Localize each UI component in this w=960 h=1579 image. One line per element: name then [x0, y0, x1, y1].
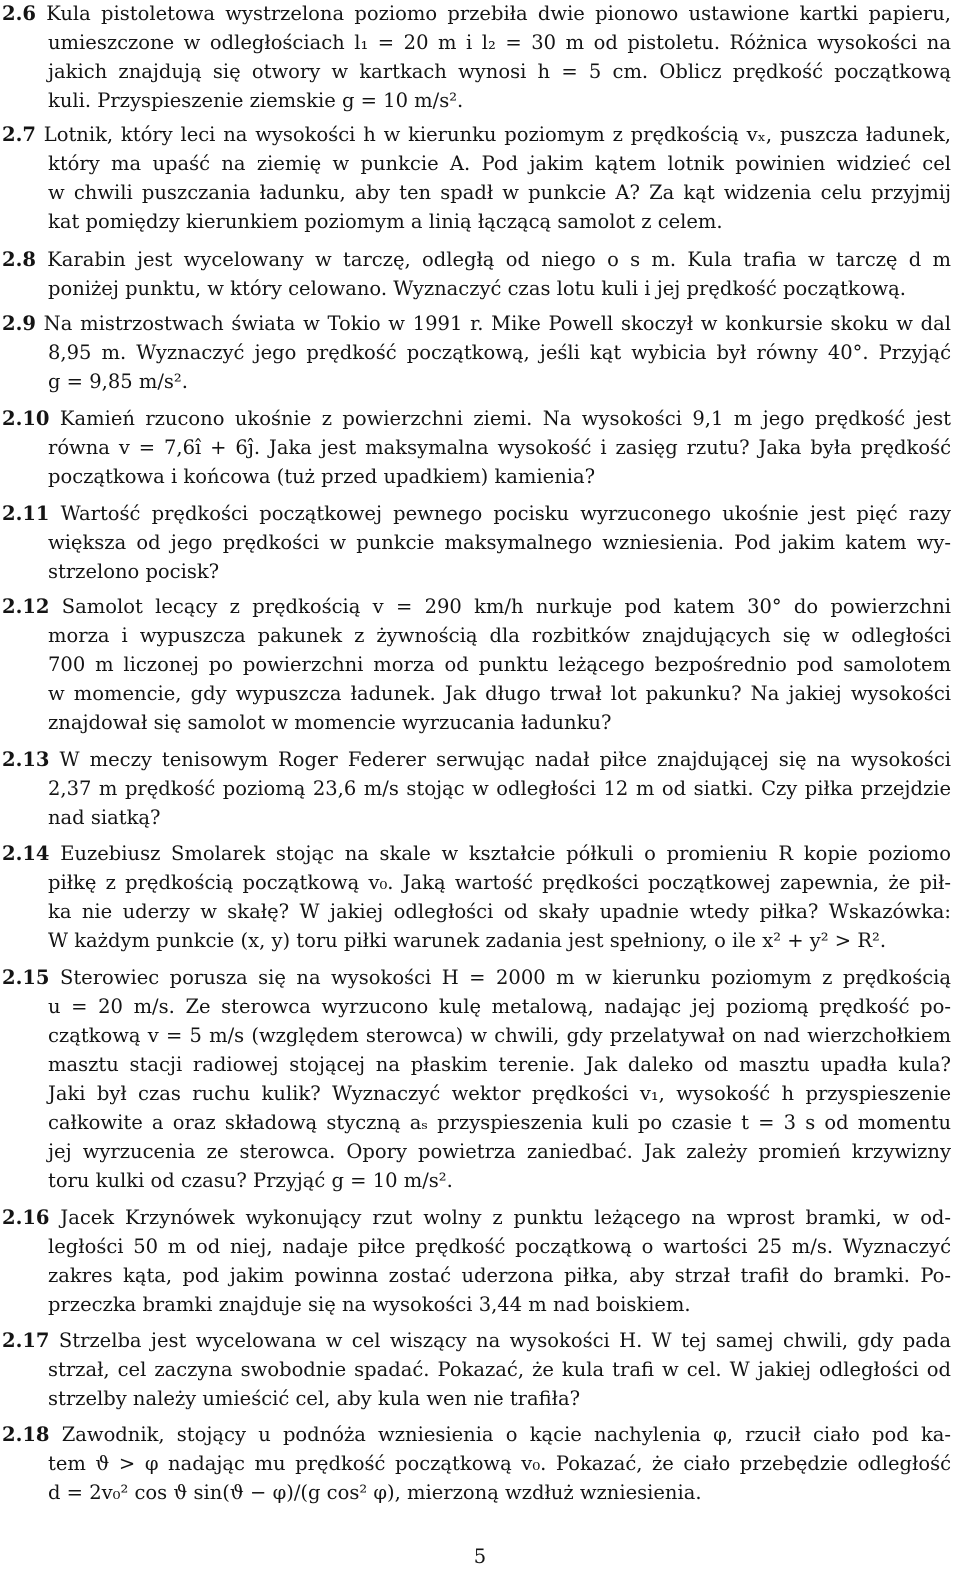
problem-line: toru kulki od czasu? Przyjąć g = 10 m/s². [48, 1169, 453, 1192]
problem-line: równa v = 7,6î + 6ĵ. Jaka jest maksymalna wysokość i zasięg rzutu? Jaka była prędkość [48, 436, 951, 459]
problem-text: Lotnik, który leci na wysokości h w kierunku poziomym z prędkością vₓ, puszcza ładunek, [43, 123, 952, 146]
problem-line: jakich znajdują się otwory w kartkach wynosi h = 5 cm. Oblicz prędkość początkową [48, 60, 951, 83]
problem-number: 2.14 [2, 842, 50, 865]
problem-number: 2.6 [2, 2, 36, 25]
problem-text: Kula pistoletowa wystrzelona poziomo przebiła dwie pionowo ustawione kartki papieru, [46, 2, 951, 25]
problem-line: d = 2v₀² cos ϑ sin(ϑ − φ)/(g cos² φ), mierzoną wzdłuż wzniesienia. [48, 1481, 702, 1504]
problem-line: umieszczone w odległościach l₁ = 20 m i l₂ = 30 m od pistoletu. Różnica wysokości na [48, 31, 951, 54]
problem-line: kuli. Przyspieszenie ziemskie g = 10 m/s². [48, 89, 464, 112]
problem-line: 700 m liczonej po powierzchni morza od punktu leżącego bezpośrednio pod samolotem [48, 653, 951, 676]
problem-line [2, 405, 951, 433]
problem-number: 2.18 [2, 1423, 50, 1446]
problem-line [2, 1204, 951, 1232]
problem-line [2, 840, 951, 868]
problem-number: 2.15 [2, 966, 50, 989]
problem-line: Jaki był czas ruchu kulik? Wyznaczyć wektor prędkości v₁, wysokość h przyspieszenie [48, 1082, 951, 1105]
problem-number: 2.8 [2, 248, 36, 271]
problem-line: w chwili puszczania ładunku, aby ten spadł w punkcie A? Za kąt widzenia celu przyjmij [48, 181, 951, 204]
problem-text: Kamień rzucono ukośnie z powierzchni ziemi. Na wysokości 9,1 m jego prędkość jest [59, 407, 951, 430]
problem-line: poniżej punktu, w który celowano. Wyznaczyć czas lotu kuli i jej prędkość początkową. [48, 277, 906, 300]
problem-line: który ma upaść na ziemię w punkcie A. Pod jakim kątem lotnik powinien widzieć cel [48, 152, 951, 175]
problem-text: Na mistrzostwach świata w Tokio w 1991 r. Mike Powell skoczył w konkursie skoku w dal [43, 312, 951, 335]
problem-number: 2.16 [2, 1206, 50, 1229]
problem-line: kat pomiędzy kierunkiem poziomym a linią łączącą samolot z celem. [48, 210, 723, 233]
problem-line: masztu stacji radiowej stojącej na płaskim terenie. Jak daleko od masztu upadła kula? [48, 1053, 951, 1076]
problem-text: Strzelba jest wycelowana w cel wiszący na wysokości H. W tej samej chwili, gdy pada [58, 1329, 951, 1352]
problem-number: 2.11 [2, 502, 50, 525]
problem-line [2, 1327, 951, 1355]
problem-line: początkowa i końcowa (tuż przed upadkiem) kamienia? [48, 465, 596, 488]
problem-text: Karabin jest wycelowany w tarczę, odległą od niego o s m. Kula trafia w tarczę d m [47, 248, 951, 271]
page-number: 5 [473, 1545, 487, 1568]
problem-number: 2.7 [2, 123, 36, 146]
problem-line [2, 246, 951, 274]
problem-number: 2.13 [2, 748, 50, 771]
problem-line: całkowite a oraz składową styczną aₛ przyspieszenia kuli po czasie t = 3 s od momentu [48, 1111, 951, 1134]
problem-line [2, 500, 951, 528]
problem-line [2, 0, 951, 28]
problem-line: w momencie, gdy wypuszcza ładunek. Jak długo trwał lot pakunku? Na jakiej wysokości [48, 682, 951, 705]
problem-line [2, 121, 951, 149]
problem-line: strzał, cel zaczyna swobodnie spadać. Pokazać, że kula trafi w cel. W jakiej odległości od [48, 1358, 951, 1381]
problem-number: 2.17 [2, 1329, 50, 1352]
problem-text: Wartość prędkości początkowej pewnego pocisku wyrzuconego ukośnie jest pięć razy [60, 502, 951, 525]
problem-line: g = 9,85 m/s². [48, 370, 188, 393]
problem-number: 2.10 [2, 407, 50, 430]
problem-line [2, 1421, 951, 1449]
problem-line: zakres kąta, pod jakim powinna zostać uderzona piłka, aby strzał trafił do bramki. Po- [48, 1264, 951, 1287]
problem-number: 2.9 [2, 312, 36, 335]
problem-line: 8,95 m. Wyznaczyć jego prędkość początkową, jeśli kąt wybicia był równy 40°. Przyjąć [48, 341, 951, 364]
problem-line: strzelono pocisk? [48, 560, 220, 583]
problem-line: morza i wypuszcza pakunek z żywnością dla rozbitków znajdujących się w odległości [48, 624, 951, 647]
problem-line [2, 593, 951, 621]
problem-line [2, 746, 951, 774]
problem-line: tem ϑ > φ nadając mu prędkość początkową v₀. Pokazać, że ciało przebędzie odległość [48, 1452, 951, 1475]
problem-line: 2,37 m prędkość poziomą 23,6 m/s stojąc w odległości 12 m od siatki. Czy piłka przejdzie [48, 777, 951, 800]
problem-line: czątkową v = 5 m/s (względem sterowca) w chwili, gdy przelatywał on nad wierzchołkiem [48, 1024, 951, 1047]
problem-line: znajdował się samolot w momencie wyrzucania ładunku? [48, 711, 612, 734]
problem-line: większa od jego prędkości w punkcie maksymalnego wzniesienia. Pod jakim katem wy- [48, 531, 951, 554]
problem-line: u = 20 m/s. Ze sterowca wyrzucono kulę metalową, nadając jej poziomą prędkość po- [48, 995, 951, 1018]
problem-line: nad siatką? [48, 806, 161, 829]
problem-line [2, 310, 951, 338]
problem-line: przeczka bramki znajduje się na wysokości 3,44 m nad boiskiem. [48, 1293, 691, 1316]
problem-line: W każdym punkcie (x, y) toru piłki warunek zadania jest spełniony, o ile x² + y² > R². [48, 929, 887, 952]
problem-line: piłkę z prędkością początkową v₀. Jaką wartość prędkości początkowej zapewnia, że pił- [48, 871, 951, 894]
problem-text: Samolot lecący z prędkością v = 290 km/h nurkuje pod katem 30° do powierzchni [61, 595, 952, 618]
problem-line: jej wyrzucenia ze sterowca. Opory powietrza zaniedbać. Jak zależy promień krzywizny [48, 1140, 951, 1163]
problem-line: ka nie uderzy w skałę? W jakiej odległości od skały upadnie wtedy piłka? Wskazówka: [48, 900, 951, 923]
problem-text: Euzebiusz Smolarek stojąc na skale w kształcie półkuli o promieniu R kopie poziomo [60, 842, 951, 865]
problem-text: W meczy tenisowym Roger Federer serwując nadał piłce znajdującej się na wysokości [59, 748, 952, 771]
problem-line: ległości 50 m od niej, nadaje piłce prędkość początkową o wartości 25 m/s. Wyznaczyć [48, 1235, 951, 1258]
problem-text: Sterowiec porusza się na wysokości H = 2000 m w kierunku poziomym z prędkością [59, 966, 951, 989]
problem-line: strzelby należy umieścić cel, aby kula wen nie trafiła? [48, 1387, 581, 1410]
problem-text: Jacek Krzynówek wykonujący rzut wolny z punktu leżącego na wprost bramki, w od- [60, 1206, 952, 1229]
problem-text: Zawodnik, stojący u podnóża wzniesienia o kącie nachylenia φ, rzucił ciało pod ka- [61, 1423, 951, 1446]
problem-number: 2.12 [2, 595, 50, 618]
problem-line [2, 964, 951, 992]
